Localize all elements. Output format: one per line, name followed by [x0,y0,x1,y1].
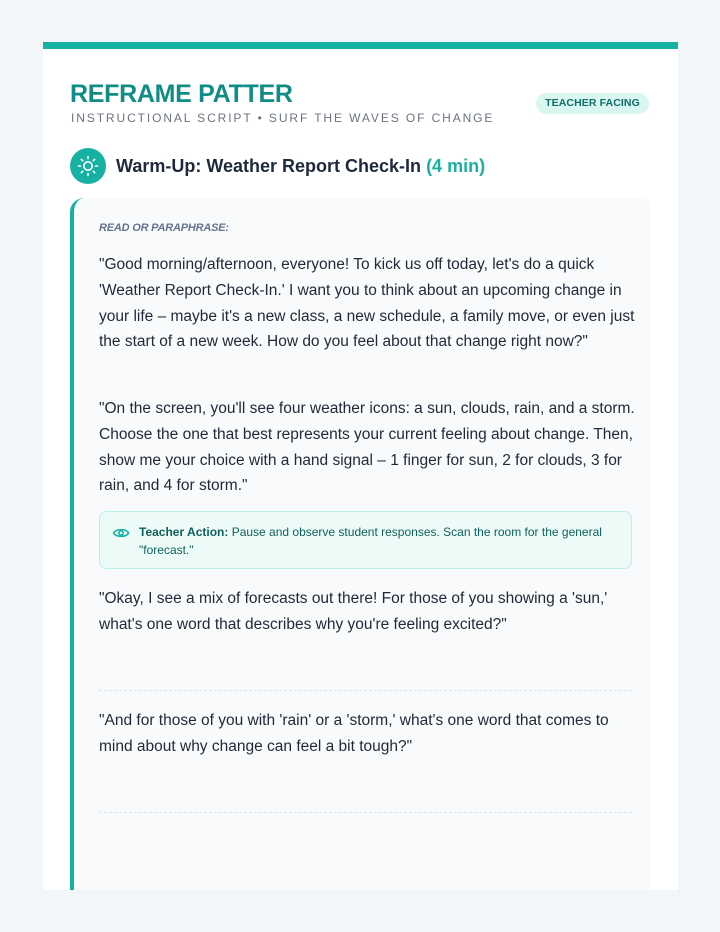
script-paragraph-4: "And for those of you with 'rain' or a 'storm,' what's one word that comes to mind about why change can feel a bit tough?" [99,712,609,755]
teacher-action-text [139,523,619,559]
audience-badge: TEACHER FACING [536,93,649,114]
section-duration: (4 min) [426,156,486,176]
script-box [70,198,651,890]
sun-icon [70,148,106,184]
script-paragraph-3: "Okay, I see a mix of forecasts out there! For those of you showing a 'sun,' what's one word that describes why you're feeling excited?" [99,590,608,633]
teacher-action-label: Teacher Action: [139,525,229,539]
teacher-action-box [99,511,632,569]
script-paragraph-2: "On the screen, you'll see four weather icons: a sun, clouds, rain, and a storm. Choose the one that best represents your current feeling about change. Then, show me your choice with a hand signal – 1 finger for sun, 2 for clouds, 3 for rain, and 4 for storm." [99,400,635,495]
response-divider-2 [99,812,632,813]
response-divider-1 [99,690,632,691]
eye-icon [112,526,130,540]
top-accent-bar [43,42,678,49]
section-title [116,154,485,178]
read-label: READ OR PARAPHRASE: [99,222,229,234]
script-page [43,42,678,890]
page-subtitle: INSTRUCTIONAL SCRIPT • SURF THE WAVES OF CHANGE [71,111,495,125]
teacher-action-body: Pause and observe student responses. Scan the room for the general "forecast." [139,525,602,557]
section-title-text: Warm-Up: Weather Report Check-In [116,156,422,176]
brand-title: REFRAME PATTER [70,80,293,108]
script-paragraph-1: "Good morning/afternoon, everyone! To kick us off today, let's do a quick 'Weather Report Check-In.' I want you to think about an upcoming change in your life – maybe it's a new class, a new schedule, a family move, or even just the start of a new week. How do you feel about that change right now?" [99,256,635,351]
